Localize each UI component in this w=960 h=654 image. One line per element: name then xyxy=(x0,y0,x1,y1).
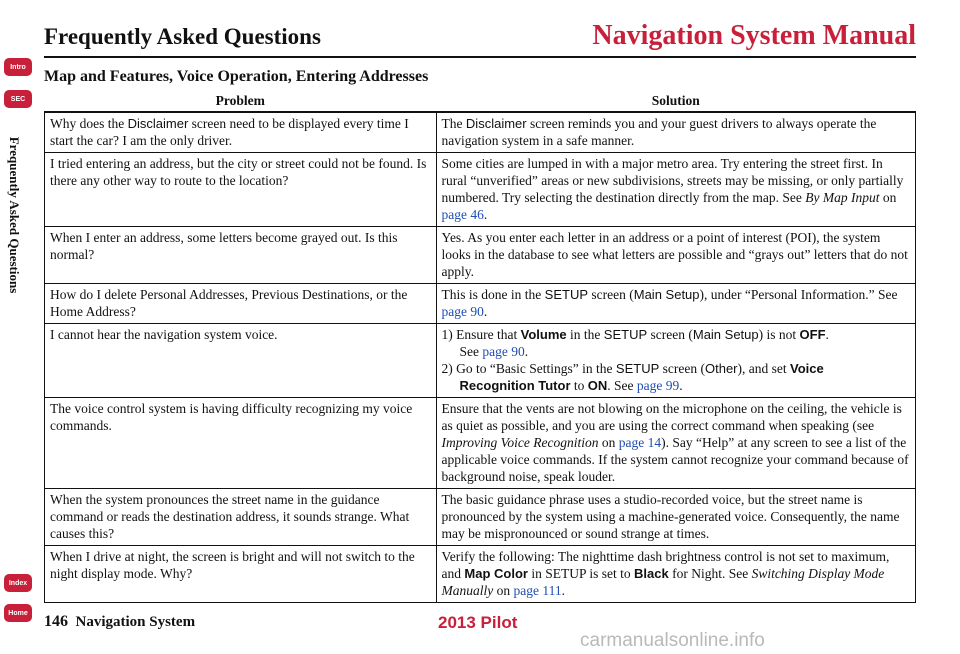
solution-step-1: 1) Ensure that Volume in the SETUP screen (Main Setup) is not OFF. xyxy=(441,327,829,342)
table-row xyxy=(45,112,916,153)
solution-step-1-ref: See page 90. xyxy=(459,344,529,359)
page-link[interactable]: page 111 xyxy=(513,583,562,598)
watermark: carmanualsonline.info xyxy=(580,630,765,651)
table-row xyxy=(45,489,916,546)
problem-cell: The voice control system is having difficulty recognizing my voice commands. xyxy=(45,398,437,489)
sidebar-vertical-label: Frequently Asked Questions xyxy=(7,136,22,294)
page-link[interactable]: page 90 xyxy=(441,304,484,319)
table-row xyxy=(45,284,916,324)
table-row xyxy=(45,546,916,603)
footer-model: 2013 Pilot xyxy=(438,613,518,632)
solution-cell: Yes. As you enter each letter in an address or a point of interest (POI), the system looks in the database to see what letters are possible and “grays out” letters that do not apply. xyxy=(436,227,915,284)
solution-step-2-cont: Recognition Tutor to ON. See page 99. xyxy=(459,378,683,393)
sidebar-tab-sec[interactable]: SEC xyxy=(4,90,32,108)
problem-cell: When I enter an address, some letters become grayed out. Is this normal? xyxy=(45,227,437,284)
disclaimer-term: Disclaimer xyxy=(127,116,189,131)
page-link[interactable]: page 46 xyxy=(441,207,484,222)
sidebar-tab-index[interactable]: Index xyxy=(4,574,32,592)
footer-page xyxy=(44,613,195,631)
solution-cell xyxy=(436,324,915,398)
page-number: 146 xyxy=(44,613,68,630)
column-header-solution: Solution xyxy=(436,91,915,112)
header-rule xyxy=(44,56,916,58)
solution-cell: The basic guidance phrase uses a studio-recorded voice, but the street name is pronounced by the system using a machine-generated voice. Consequently, the name may be mispronounced or sound strange at times. xyxy=(436,489,915,546)
page-link[interactable]: page 99 xyxy=(636,378,680,393)
problem-cell: Why does the Disclaimer screen need to be displayed every time I start the car? I am the only driver. xyxy=(45,112,437,153)
table-row xyxy=(45,324,916,398)
sidebar-tab-intro[interactable]: Intro xyxy=(4,58,32,76)
problem-cell: I cannot hear the navigation system voice. xyxy=(45,324,437,398)
solution-cell: This is done in the SETUP screen (Main Setup), under “Personal Information.” See page 90. xyxy=(436,284,915,324)
solution-cell: Verify the following: The nighttime dash brightness control is not set to maximum, and Map Color in SETUP is set to Black for Night. See Switching Display Mode Manually on page 111. xyxy=(436,546,915,603)
problem-cell: I tried entering an address, but the city or street could not be found. Is there any other way to route to the location? xyxy=(45,153,437,227)
problem-cell: When the system pronounces the street name in the guidance command or reads the destination address, it sounds strange. What causes this? xyxy=(45,489,437,546)
solution-step-2: 2) Go to “Basic Settings” in the SETUP screen (Other), and set Voice xyxy=(441,361,824,376)
solution-cell: The Disclaimer screen reminds you and your guest drivers to always operate the navigation system in a safe manner. xyxy=(436,112,915,153)
solution-cell: Some cities are lumped in with a major metro area. Try entering the street first. In rural “unverified” areas or new subdivisions, streets may be missing, or only partially numbered. Try selecting the destination directly from the map. See By Map Input on page 46. xyxy=(436,153,915,227)
faq-table xyxy=(44,91,916,603)
section-title: Map and Features, Voice Operation, Entering Addresses xyxy=(44,68,429,85)
table-row xyxy=(45,153,916,227)
disclaimer-term: Disclaimer xyxy=(465,116,527,131)
problem-cell: How do I delete Personal Addresses, Previous Destinations, or the Home Address? xyxy=(45,284,437,324)
table-row xyxy=(45,398,916,489)
page-link[interactable]: page 90 xyxy=(482,344,525,359)
manual-title: Navigation System Manual xyxy=(592,20,916,51)
column-header-problem: Problem xyxy=(45,91,437,112)
sidebar-tab-home[interactable]: Home xyxy=(4,604,32,622)
page-title: Frequently Asked Questions xyxy=(44,24,321,49)
solution-cell: Ensure that the vents are not blowing on the microphone on the ceiling, the vehicle is as quiet as possible, and you are using the correct command when speaking (see Improving Voice Recognition on page 14). Say “Help” at any screen to see a list of the applicable voice commands. If the system cannot recognize your command because of background noise, speak louder. xyxy=(436,398,915,489)
table-header-row xyxy=(45,91,916,112)
table-row xyxy=(45,227,916,284)
problem-cell: When I drive at night, the screen is bright and will not switch to the night display mode. Why? xyxy=(45,546,437,603)
page-link[interactable]: page 14 xyxy=(618,435,662,450)
page-label: Navigation System xyxy=(75,614,196,630)
